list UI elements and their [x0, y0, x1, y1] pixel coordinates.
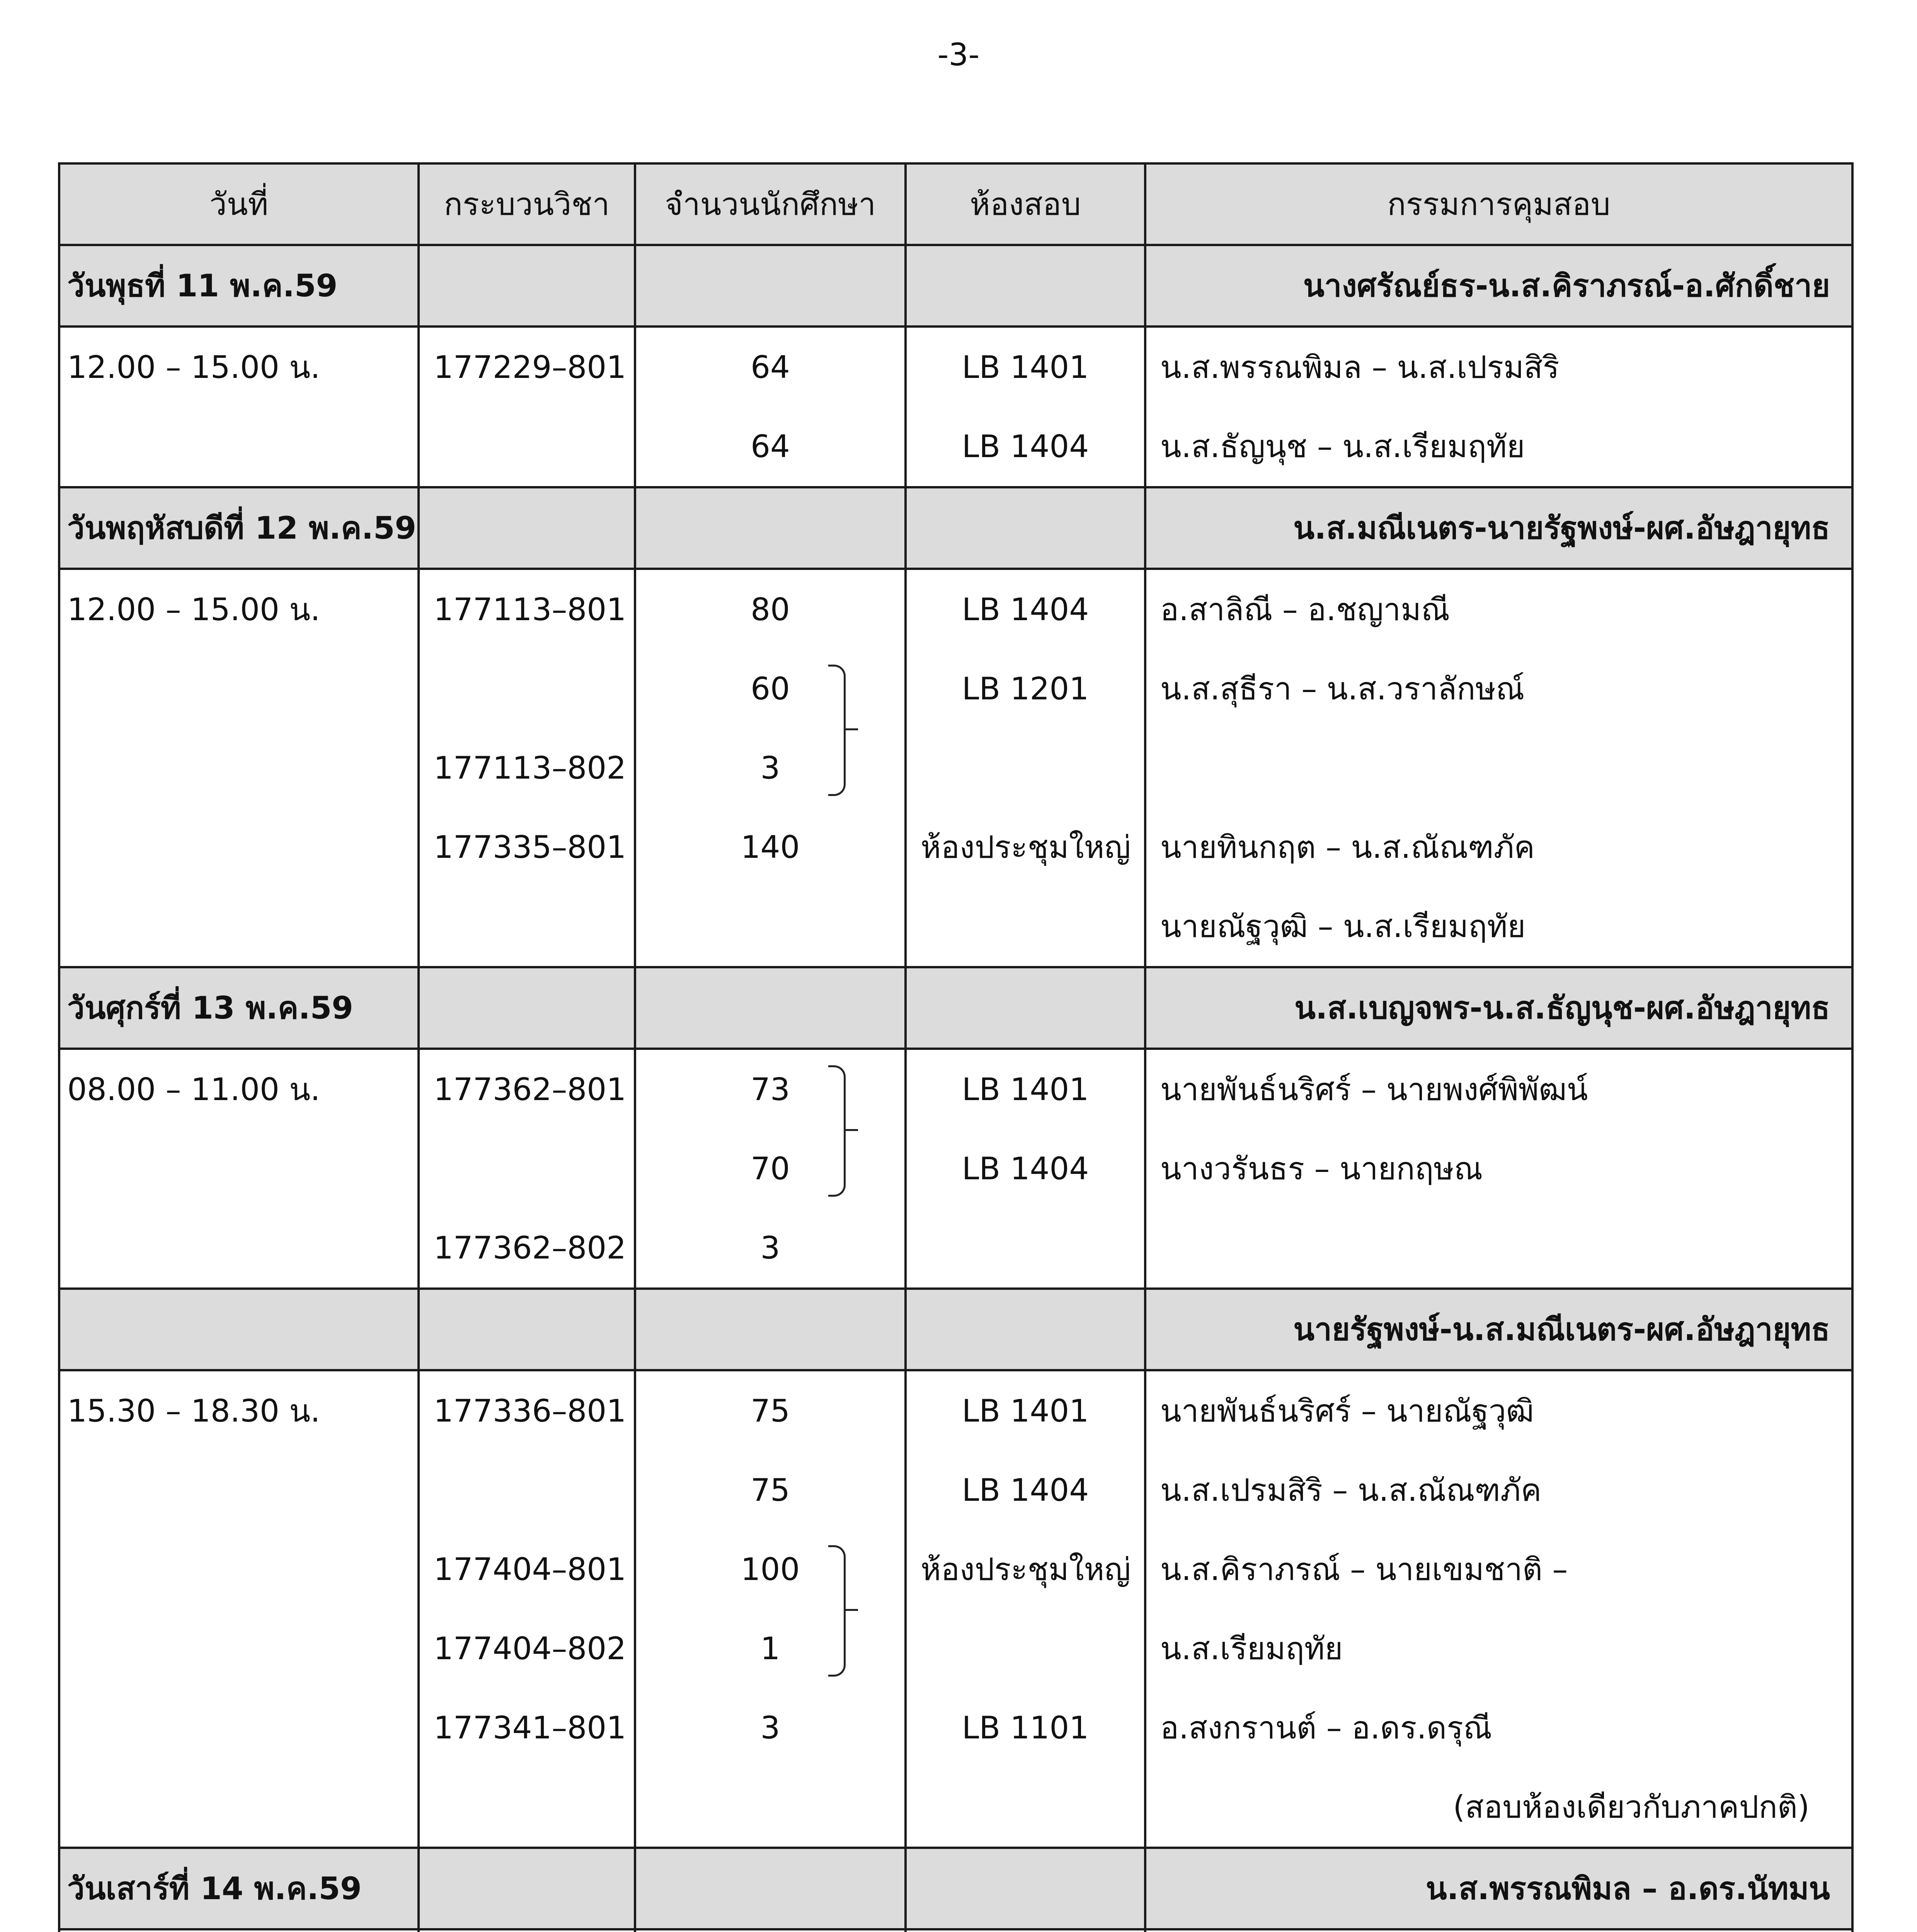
- head-proctors-line: น.ส.มณีเนตร-นายรัฐพงษ์-ผศ.อัษฎายุทธ: [1293, 510, 1830, 546]
- course-code: 177113–802: [434, 750, 627, 786]
- day-header-empty-cell: [635, 245, 906, 327]
- exam-room: LB 1201: [962, 671, 1089, 707]
- exam-room: LB 1404: [962, 429, 1089, 464]
- day-header-empty-cell: [906, 487, 1145, 569]
- day-header-empty-cell: [635, 967, 906, 1049]
- exam-room: LB 1401: [962, 1071, 1089, 1107]
- course-code: [427, 407, 627, 486]
- head-proctors-line: นายรัฐพงษ์-น.ส.มณีเนตร-ผศ.อัษฎายุทธ: [1293, 1311, 1830, 1347]
- exam-time-text: 12.00 – 15.00 น.: [67, 592, 320, 628]
- room-proctors: นายณัฐวุฒิ – น.ส.เรียมฤทัย: [1160, 908, 1526, 944]
- head-proctors: [1145, 1289, 1852, 1370]
- day-header-row: [59, 245, 1852, 327]
- student-count: 64: [751, 429, 790, 464]
- exam-room: [914, 1930, 1137, 1932]
- room-proctors: นายพันธ์นริศร์ – นายพงศ์พิพัฒน์: [1160, 1071, 1588, 1107]
- exam-time: [59, 1370, 419, 1848]
- day-header-empty-cell: [419, 245, 635, 327]
- student-count: 70: [751, 1151, 790, 1187]
- student-count: 60: [751, 671, 790, 707]
- student-count: 75: [751, 1393, 790, 1429]
- head-proctors-line: นางศรัณย์ธร-น.ส.คิราภรณ์-อ.ศักดิ์ชาย: [1303, 268, 1830, 304]
- day-label: วันพฤหัสบดีที่ 12 พ.ค.59: [59, 487, 419, 569]
- exam-session-row: [59, 1049, 1852, 1289]
- room-proctors: อ.สาลิณี – อ.ชญามณี: [1160, 592, 1450, 628]
- page-number: -3-: [937, 37, 980, 73]
- room-proctors-cell: [1145, 327, 1852, 487]
- day-header-empty-cell: [635, 487, 906, 569]
- day-label: วันศุกร์ที่ 13 พ.ค.59: [59, 967, 419, 1049]
- exam-room: [914, 1208, 1137, 1287]
- day-header-row: [59, 487, 1852, 569]
- course-code: 177362–801: [434, 1071, 627, 1107]
- day-header-empty-cell: [906, 967, 1145, 1049]
- course-code: [427, 1451, 627, 1530]
- exam-room: LB 1404: [962, 1151, 1089, 1187]
- day-label: [59, 1289, 419, 1370]
- course-code-cell: [419, 569, 635, 967]
- day-label: วันเสาร์ที่ 14 พ.ค.59: [59, 1848, 419, 1929]
- header-course: กระบวนวิชา: [419, 163, 635, 245]
- exam-schedule-table: [58, 162, 1854, 1932]
- course-code-cell: [419, 1370, 635, 1848]
- room-proctors-cell: [1145, 1929, 1852, 1932]
- student-count: 140: [741, 829, 800, 865]
- exam-session-row: [59, 327, 1852, 487]
- student-count-cell: [635, 1049, 906, 1289]
- head-proctors: [1145, 487, 1852, 569]
- exam-room: LB 1401: [962, 1393, 1089, 1429]
- exam-room: ห้องประชุมใหญ่: [921, 1551, 1131, 1587]
- day-header-empty-cell: [419, 487, 635, 569]
- student-count: 1: [760, 1631, 780, 1667]
- grouping-brace-tick: [846, 1609, 858, 1611]
- student-count: 100: [741, 1551, 800, 1587]
- day-header-empty-cell: [419, 967, 635, 1049]
- student-count-cell: [635, 327, 906, 487]
- student-count: 75: [751, 1472, 790, 1508]
- exam-session-row: [59, 1929, 1852, 1932]
- room-proctors: [1153, 1208, 1844, 1287]
- room-proctors: น.ส.คิราภรณ์ – นายเขมชาติ –: [1160, 1551, 1568, 1587]
- exam-room-cell: [906, 1049, 1145, 1289]
- room-proctors: น.ส.สุธีรา – น.ส.วราลักษณ์: [1160, 671, 1525, 707]
- room-proctors: นายพันธ์นริศร์ – นายณัฐวุฒิ: [1160, 1393, 1534, 1429]
- header-date: วันที่: [59, 163, 419, 245]
- header-row: [59, 163, 1852, 245]
- room-proctors-cell: [1145, 1370, 1852, 1848]
- exam-room: LB 1101: [962, 1710, 1089, 1746]
- day-label: วันพุธที่ 11 พ.ค.59: [59, 245, 419, 327]
- schedule-body: [59, 245, 1852, 1932]
- exam-time: [59, 1049, 419, 1289]
- exam-time-text: 12.00 – 15.00 น.: [67, 349, 320, 385]
- student-count-cell: [635, 1370, 906, 1848]
- exam-room: [914, 1609, 1137, 1688]
- student-count: [643, 887, 897, 966]
- student-count: [643, 1767, 897, 1847]
- room-proctors: [1153, 1930, 1844, 1932]
- exam-time: [59, 1929, 419, 1932]
- grouping-brace: [828, 1545, 846, 1677]
- course-code: [427, 1767, 627, 1847]
- student-count: 3: [760, 1230, 780, 1266]
- header-room: ห้องสอบ: [906, 163, 1145, 245]
- exam-room-cell: [906, 1370, 1145, 1848]
- day-header-empty-cell: [419, 1289, 635, 1370]
- student-count: [643, 1930, 897, 1932]
- course-code: [427, 649, 627, 728]
- course-code-cell: [419, 1049, 635, 1289]
- course-code: 177362–802: [434, 1230, 627, 1266]
- grouping-brace: [828, 665, 846, 796]
- day-header-row: [59, 1848, 1852, 1929]
- header-students: จำนวนนักศึกษา: [635, 163, 906, 245]
- student-count-cell: [635, 1929, 906, 1932]
- exam-time-text: 08.00 – 11.00 น.: [67, 1071, 320, 1107]
- exam-room: [914, 1767, 1137, 1847]
- course-code: [427, 1129, 627, 1208]
- room-proctors-cell: [1145, 1049, 1852, 1289]
- exam-room: [914, 728, 1137, 808]
- exam-time: [59, 327, 419, 487]
- exam-room-cell: [906, 1929, 1145, 1932]
- exam-room-cell: [906, 327, 1145, 487]
- course-code: 177404–801: [434, 1551, 627, 1587]
- head-proctors-line: น.ส.พรรณพิมล – อ.ดร.นัทมน: [1426, 1871, 1830, 1906]
- exam-time: [59, 569, 419, 967]
- course-code: [427, 887, 627, 966]
- room-proctors: อ.สงกรานต์ – อ.ดร.ดรุณี: [1160, 1710, 1492, 1746]
- grouping-brace-tick: [846, 728, 858, 730]
- grouping-brace-tick: [846, 1129, 858, 1131]
- exam-room-cell: [906, 569, 1145, 967]
- room-proctors: น.ส.พรรณพิมล – น.ส.เปรมสิริ: [1160, 349, 1559, 385]
- course-code: 177341–801: [434, 1710, 627, 1746]
- exam-room: [914, 887, 1137, 966]
- room-proctors: (สอบห้องเดียวกับภาคปกติ): [1453, 1789, 1810, 1825]
- room-proctors: น.ส.ธัญนุช – น.ส.เรียมฤทัย: [1160, 429, 1525, 464]
- day-header-empty-cell: [635, 1848, 906, 1929]
- room-proctors: น.ส.เปรมสิริ – น.ส.ณัณฑภัค: [1160, 1472, 1542, 1508]
- day-header-empty-cell: [906, 1289, 1145, 1370]
- exam-room: LB 1404: [962, 1472, 1089, 1508]
- room-proctors-cell: [1145, 569, 1852, 967]
- exam-room: LB 1401: [962, 349, 1089, 385]
- day-header-row: [59, 1289, 1852, 1370]
- student-count: 3: [760, 1710, 780, 1746]
- course-code: 177113–801: [434, 592, 627, 628]
- room-proctors: นายทินกฤต – น.ส.ณัณฑภัค: [1160, 829, 1535, 865]
- header-proctors: กรรมการคุมสอบ: [1145, 163, 1852, 245]
- course-code: 177229–801: [434, 349, 627, 385]
- head-proctors: [1145, 245, 1852, 327]
- exam-room: ห้องประชุมใหญ่: [921, 829, 1131, 865]
- course-code: 177335–801: [434, 829, 627, 865]
- exam-room: LB 1404: [962, 592, 1089, 628]
- head-proctors: [1145, 967, 1852, 1049]
- student-count: 64: [751, 349, 790, 385]
- course-code: [427, 1930, 627, 1932]
- room-proctors: น.ส.เรียมฤทัย: [1160, 1631, 1343, 1667]
- course-code: 177336–801: [434, 1393, 627, 1429]
- grouping-brace: [828, 1065, 846, 1197]
- exam-session-row: [59, 1370, 1852, 1848]
- day-header-row: [59, 967, 1852, 1049]
- exam-time-text: [67, 1930, 410, 1932]
- course-code-cell: [419, 1929, 635, 1932]
- course-code-cell: [419, 327, 635, 487]
- room-proctors: [1153, 728, 1844, 808]
- exam-time-text: 15.30 – 18.30 น.: [67, 1393, 320, 1429]
- student-count: 3: [760, 750, 780, 786]
- day-header-empty-cell: [906, 245, 1145, 327]
- room-proctors: นางวรันธร – นายกฤษณ: [1160, 1151, 1483, 1187]
- head-proctors: [1145, 1848, 1852, 1929]
- exam-session-row: [59, 569, 1852, 967]
- head-proctors-line: น.ส.เบญจพร-น.ส.ธัญนุช-ผศ.อัษฎายุทธ: [1294, 990, 1830, 1026]
- student-count-cell: [635, 569, 906, 967]
- course-code: 177404–802: [434, 1631, 627, 1667]
- day-header-empty-cell: [419, 1848, 635, 1929]
- day-header-empty-cell: [906, 1848, 1145, 1929]
- student-count: 73: [751, 1071, 790, 1107]
- student-count: 80: [751, 592, 790, 628]
- day-header-empty-cell: [635, 1289, 906, 1370]
